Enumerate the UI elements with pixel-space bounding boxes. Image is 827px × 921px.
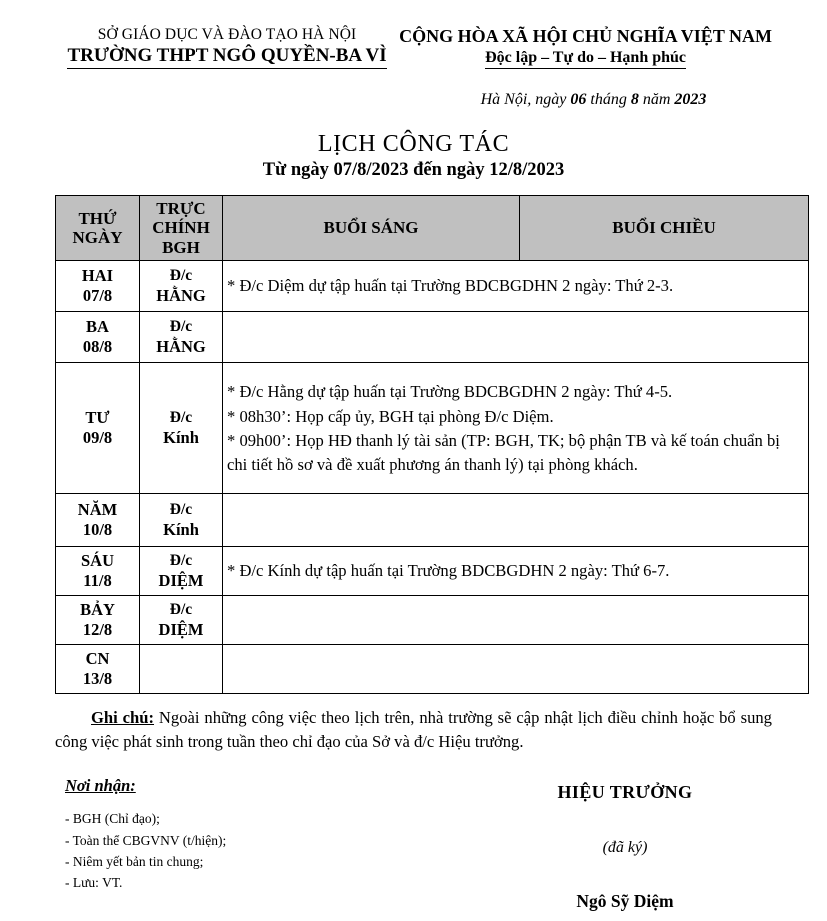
cell-day [56, 261, 140, 312]
cell-bgh-duty [140, 645, 223, 694]
schedule-table [55, 195, 809, 694]
day-name: CN [85, 649, 110, 669]
department-name: SỞ GIÁO DỤC VÀ ĐÀO TẠO HÀ NỘI [97, 26, 357, 43]
signer-name: Ngô Sỹ Diệm [576, 891, 674, 912]
day-name: HAI [81, 266, 114, 286]
column-header-day-line2: NGÀY [72, 228, 123, 248]
table-row [56, 596, 809, 645]
cell-day [56, 363, 140, 494]
bgh-name: HẰNG [156, 336, 206, 356]
cell-day [56, 547, 140, 596]
cell-schedule-content [223, 261, 809, 312]
table-body [56, 261, 809, 694]
document-header [55, 0, 772, 69]
national-motto: Độc lập – Tự do – Hạnh phúc [485, 49, 686, 69]
column-header-bgh-line3: BGH [162, 238, 200, 258]
cell-bgh-duty [140, 312, 223, 363]
day-name: BẢY [80, 600, 115, 620]
column-header-bgh [140, 196, 223, 261]
recipient-item: - BGH (Chỉ đạo); [65, 811, 160, 827]
signature-block [455, 776, 795, 912]
national-title: CỘNG HÒA XÃ HỘI CHỦ NGHĨA VIỆT NAM [399, 26, 772, 46]
issuing-authority-block [55, 26, 399, 69]
recipients-list [55, 808, 455, 893]
cell-day [56, 645, 140, 694]
place-date-line [55, 91, 772, 109]
column-header-day [56, 196, 140, 261]
recipients-block [55, 776, 455, 912]
cell-schedule-content [223, 596, 809, 645]
cell-day [56, 312, 140, 363]
bgh-name: Kính [163, 519, 199, 539]
schedule-entry: * Đ/c Diệm dự tập huấn tại Trường BDCBGDHN 2 ngày: Thứ 2-3. [227, 276, 674, 296]
bgh-prefix: Đ/c [169, 500, 193, 518]
document-footer [55, 776, 795, 912]
note-label: Ghi chú: [91, 708, 155, 728]
cell-schedule-content [223, 312, 809, 363]
place-date-year: 2023 [674, 91, 707, 109]
place-date-month-label: tháng [586, 91, 631, 109]
bgh-name: DIỆM [158, 570, 204, 590]
place-date-year-label: năm [638, 91, 675, 109]
schedule-entry: * Đ/c Hằng dự tập huấn tại Trường BDCBGDHN 2 ngày: Thứ 4-5. [227, 382, 673, 402]
bgh-prefix: Đ/c [169, 266, 193, 284]
cell-schedule-content [223, 363, 809, 494]
day-date: 11/8 [83, 571, 112, 591]
table-row [56, 261, 809, 312]
cell-schedule-content [223, 494, 809, 547]
cell-day [56, 494, 140, 547]
bgh-name: Kính [163, 427, 199, 447]
day-date: 09/8 [82, 428, 113, 448]
day-name: TƯ [85, 408, 110, 428]
day-date: 12/8 [82, 620, 113, 640]
table-row [56, 363, 809, 494]
note-text: Ngoài những công việc theo lịch trên, nhà trường sẽ cập nhật lịch điều chỉnh hoặc bổ sung công việc phát sinh trong tuần theo chỉ đạo của Sở và đ/c Hiệu trưởng. [55, 708, 772, 752]
recipient-item: - Toàn thể CBGVNV (t/hiện); [65, 832, 227, 848]
recipient-item: - Lưu: VT. [65, 875, 123, 891]
column-header-bgh-line1: TRỰC [156, 198, 206, 218]
table-head [56, 196, 809, 261]
column-header-morning: BUỔI SÁNG [223, 196, 520, 261]
recipient-item: - Niêm yết bản tin chung; [65, 853, 204, 869]
day-name: NĂM [77, 500, 118, 520]
signed-note: (đã ký) [602, 839, 648, 857]
cell-bgh-duty [140, 363, 223, 494]
national-heading-block [399, 26, 772, 69]
recipients-title: Nơi nhận: [65, 776, 136, 796]
note-paragraph [55, 706, 772, 754]
bgh-name: DIỆM [158, 619, 204, 639]
day-date: 10/8 [82, 520, 113, 540]
schedule-entry: * Đ/c Kính dự tập huấn tại Trường BDCBGDHN 2 ngày: Thứ 6-7. [227, 561, 670, 581]
date-range-subtitle: Từ ngày 07/8/2023 đến ngày 12/8/2023 [262, 159, 565, 180]
cell-bgh-duty [140, 596, 223, 645]
signature-title: HIỆU TRƯỞNG [557, 782, 693, 803]
table-header-row [56, 196, 809, 261]
cell-schedule-content [223, 645, 809, 694]
day-name: BA [86, 317, 109, 337]
title-block [55, 131, 772, 181]
column-header-bgh-line2: CHÍNH [152, 218, 210, 238]
bgh-prefix: Đ/c [169, 408, 193, 426]
table-row [56, 494, 809, 547]
place-date-month: 8 [630, 91, 639, 109]
day-date: 13/8 [82, 669, 113, 689]
school-name: TRƯỜNG THPT NGÔ QUYỀN-BA VÌ [67, 45, 386, 69]
page-title: LỊCH CÔNG TÁC [317, 131, 510, 158]
cell-day [56, 596, 140, 645]
day-name: SÁU [80, 551, 114, 571]
day-date: 07/8 [82, 286, 113, 306]
cell-bgh-duty [140, 547, 223, 596]
table-row [56, 312, 809, 363]
column-header-afternoon: BUỔI CHIỀU [520, 196, 809, 261]
column-header-day-line1: THỨ [78, 208, 117, 228]
schedule-entry: * 08h30’: Họp cấp ủy, BGH tại phòng Đ/c Diệm. [227, 406, 554, 426]
cell-schedule-content [223, 547, 809, 596]
table-row [56, 645, 809, 694]
day-date: 08/8 [82, 337, 113, 357]
place-date-prefix: Hà Nội, ngày [480, 91, 571, 109]
schedule-entry: * 09h00’: Họp HĐ thanh lý tài sản (TP: BGH, TK; bộ phận TB và kế toán chuẩn bị chi tiết hồ sơ và đề xuất phương án thanh lý) tại phòng khách. [227, 431, 780, 474]
bgh-prefix: Đ/c [169, 317, 193, 335]
table-row [56, 547, 809, 596]
bgh-name: HẰNG [156, 285, 206, 305]
cell-bgh-duty [140, 261, 223, 312]
bgh-prefix: Đ/c [169, 600, 193, 618]
bgh-prefix: Đ/c [169, 551, 193, 569]
cell-bgh-duty [140, 494, 223, 547]
place-date-day: 06 [570, 91, 587, 109]
